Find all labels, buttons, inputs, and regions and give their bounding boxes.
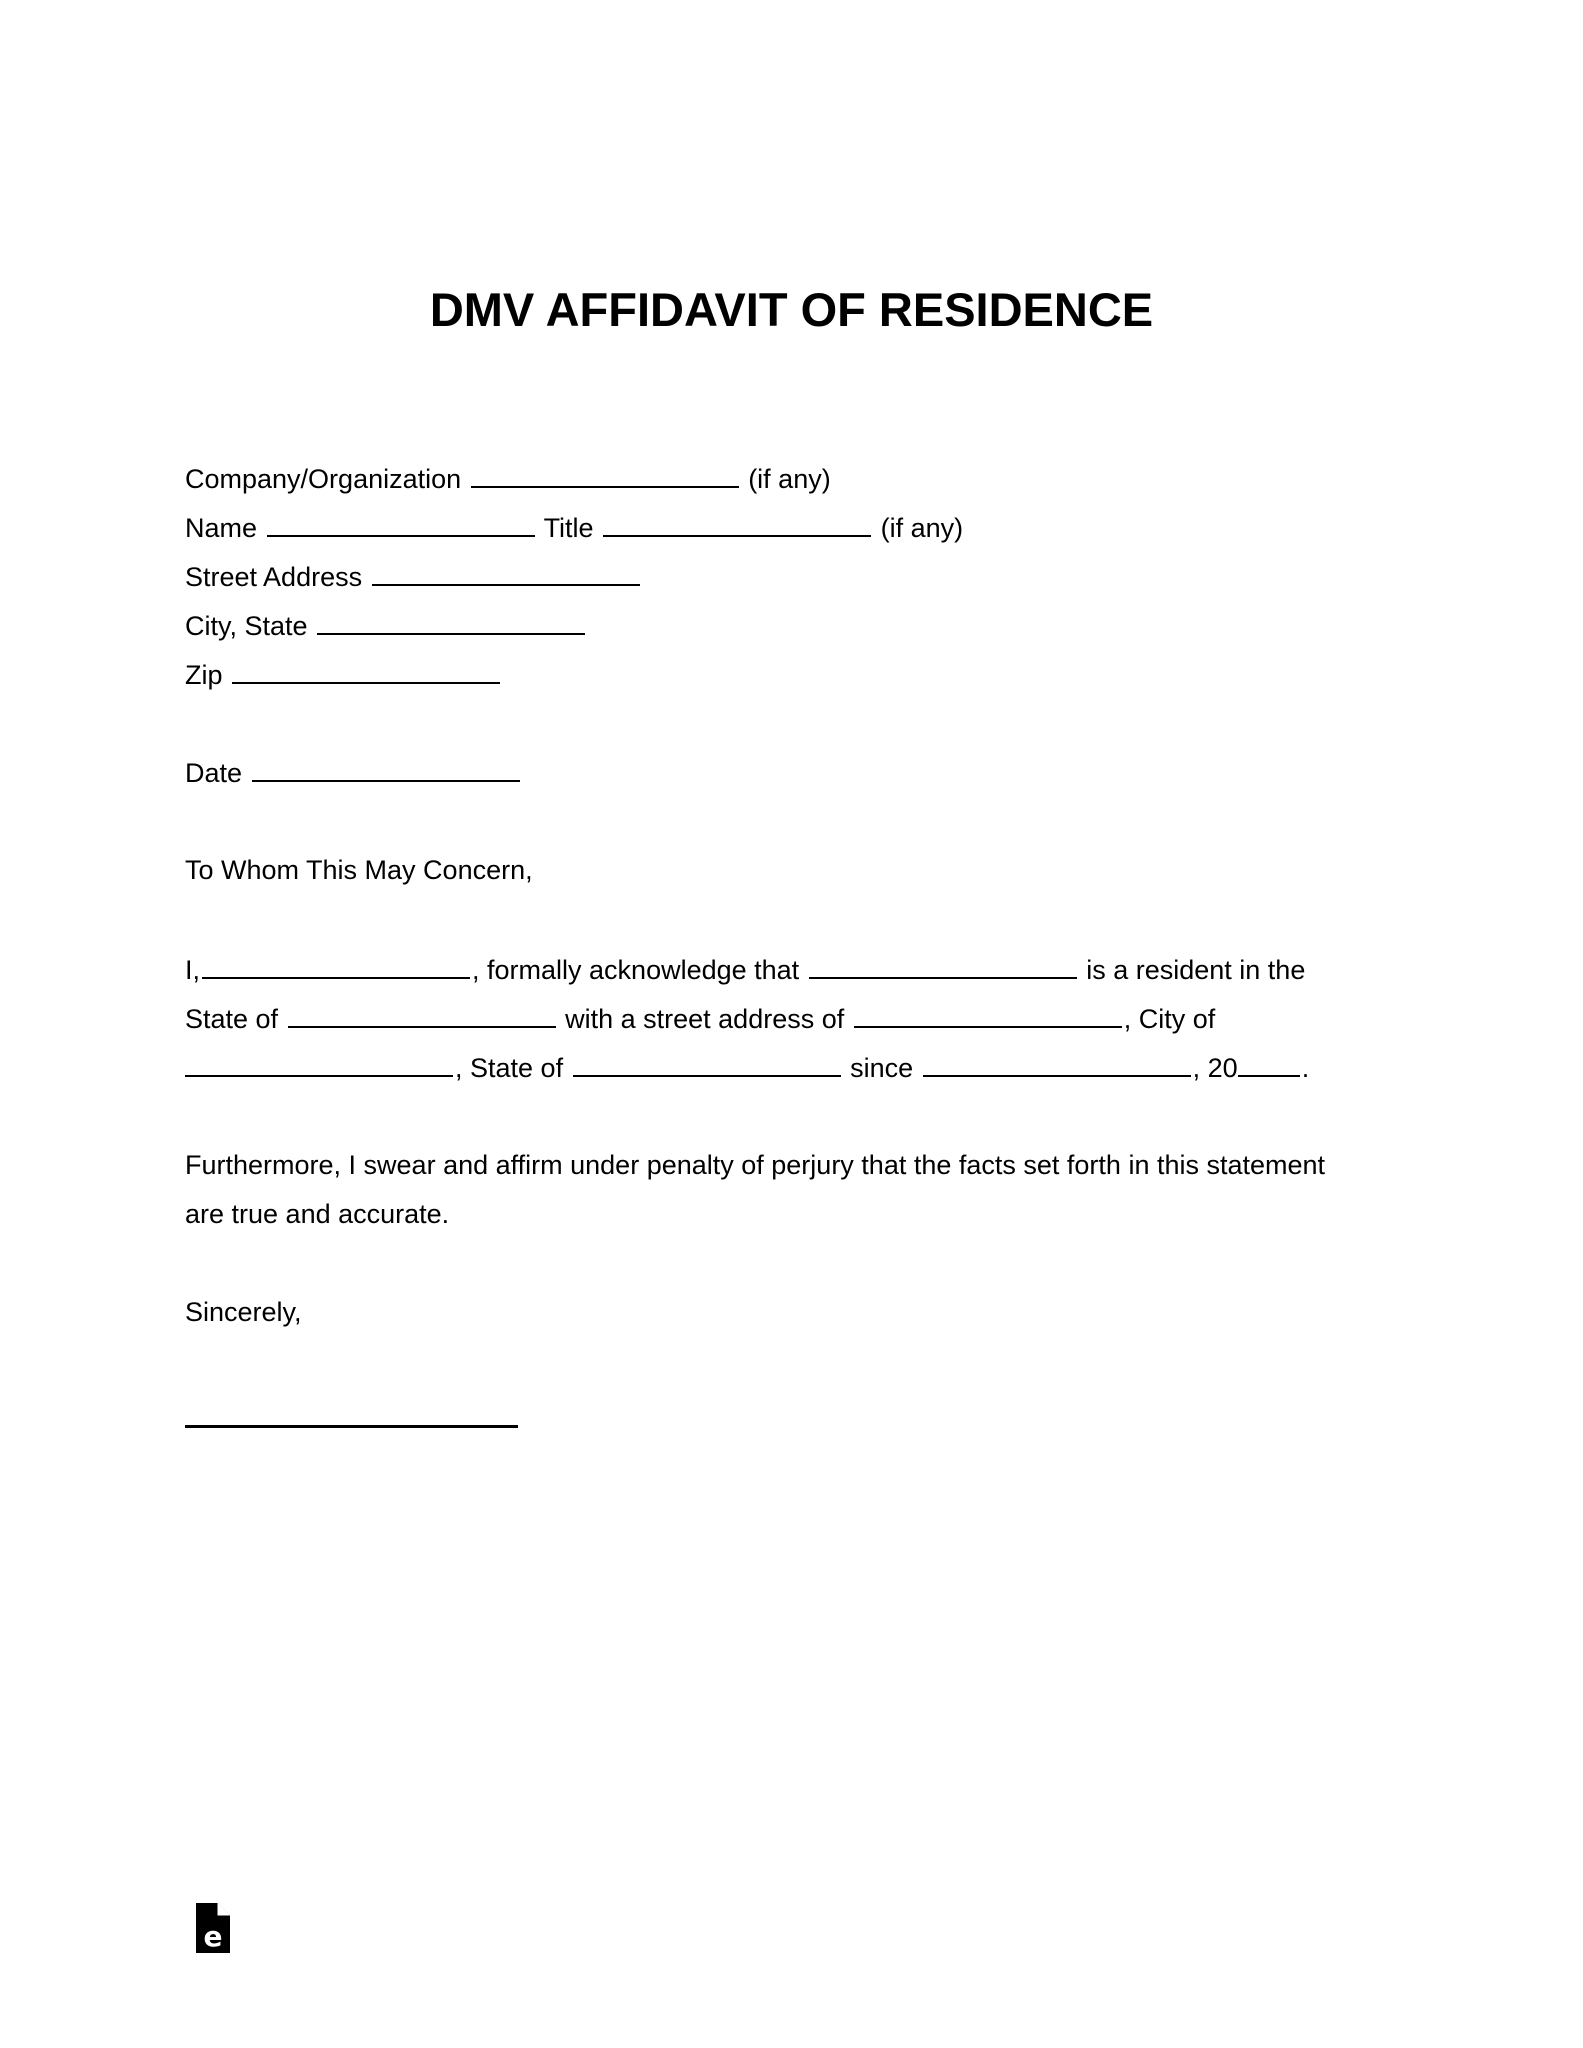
document-title: DMV AFFIDAVIT OF RESIDENCE bbox=[429, 283, 1154, 336]
city-state-field[interactable] bbox=[317, 609, 585, 635]
date-field[interactable] bbox=[252, 756, 520, 782]
body-line-2 bbox=[185, 1002, 1215, 1035]
title-label: Title bbox=[543, 513, 594, 543]
body-text: , formally acknowledge that bbox=[472, 955, 800, 985]
title-field[interactable] bbox=[603, 511, 871, 537]
body-text: State of bbox=[185, 1004, 279, 1034]
street-label: Street Address bbox=[185, 562, 363, 592]
city-state-row bbox=[185, 609, 587, 642]
year-field[interactable] bbox=[1238, 1051, 1300, 1077]
street-field[interactable] bbox=[372, 560, 640, 586]
body-text: since bbox=[850, 1053, 914, 1083]
resident-name-field[interactable] bbox=[809, 953, 1077, 979]
body-text: with a street address of bbox=[565, 1004, 845, 1034]
date-row bbox=[185, 756, 522, 789]
svg-text:e: e bbox=[203, 1920, 223, 1953]
street-address-field[interactable] bbox=[854, 1002, 1122, 1028]
title-suffix: (if any) bbox=[880, 513, 964, 543]
name-field[interactable] bbox=[267, 511, 535, 537]
company-suffix: (if any) bbox=[748, 464, 831, 494]
city-state-label: City, State bbox=[185, 611, 308, 641]
street-row bbox=[185, 560, 642, 593]
name-title-row bbox=[185, 511, 963, 544]
affirmation-line-1: Furthermore, I swear and affirm under penalty of perjury that the facts set forth in this statement bbox=[185, 1150, 1326, 1180]
zip-row bbox=[185, 658, 502, 691]
city-field[interactable] bbox=[185, 1051, 453, 1077]
body-text: I, bbox=[185, 955, 201, 985]
since-date-field[interactable] bbox=[923, 1051, 1191, 1077]
body-text: , City of bbox=[1123, 1004, 1216, 1034]
body-text: . bbox=[1301, 1053, 1310, 1083]
body-text: is a resident in the bbox=[1086, 955, 1306, 985]
closing: Sincerely, bbox=[185, 1297, 302, 1327]
body-line-1 bbox=[185, 953, 1305, 986]
company-field[interactable] bbox=[471, 462, 739, 488]
zip-field[interactable] bbox=[232, 658, 500, 684]
date-label: Date bbox=[185, 758, 243, 788]
company-row bbox=[185, 462, 831, 495]
affiant-name-field[interactable] bbox=[202, 953, 470, 979]
body-line-3 bbox=[185, 1051, 1309, 1084]
signature-line[interactable] bbox=[185, 1425, 518, 1428]
company-label: Company/Organization bbox=[185, 464, 462, 494]
body-text: , 20 bbox=[1192, 1053, 1238, 1083]
state-of-field[interactable] bbox=[573, 1051, 841, 1077]
salutation: To Whom This May Concern, bbox=[185, 855, 533, 885]
state-field[interactable] bbox=[288, 1002, 556, 1028]
name-label: Name bbox=[185, 513, 258, 543]
zip-label: Zip bbox=[185, 660, 223, 690]
affirmation-line-2: are true and accurate. bbox=[185, 1199, 450, 1229]
body-text: , State of bbox=[455, 1053, 564, 1083]
eforms-logo-icon bbox=[196, 1903, 230, 1953]
